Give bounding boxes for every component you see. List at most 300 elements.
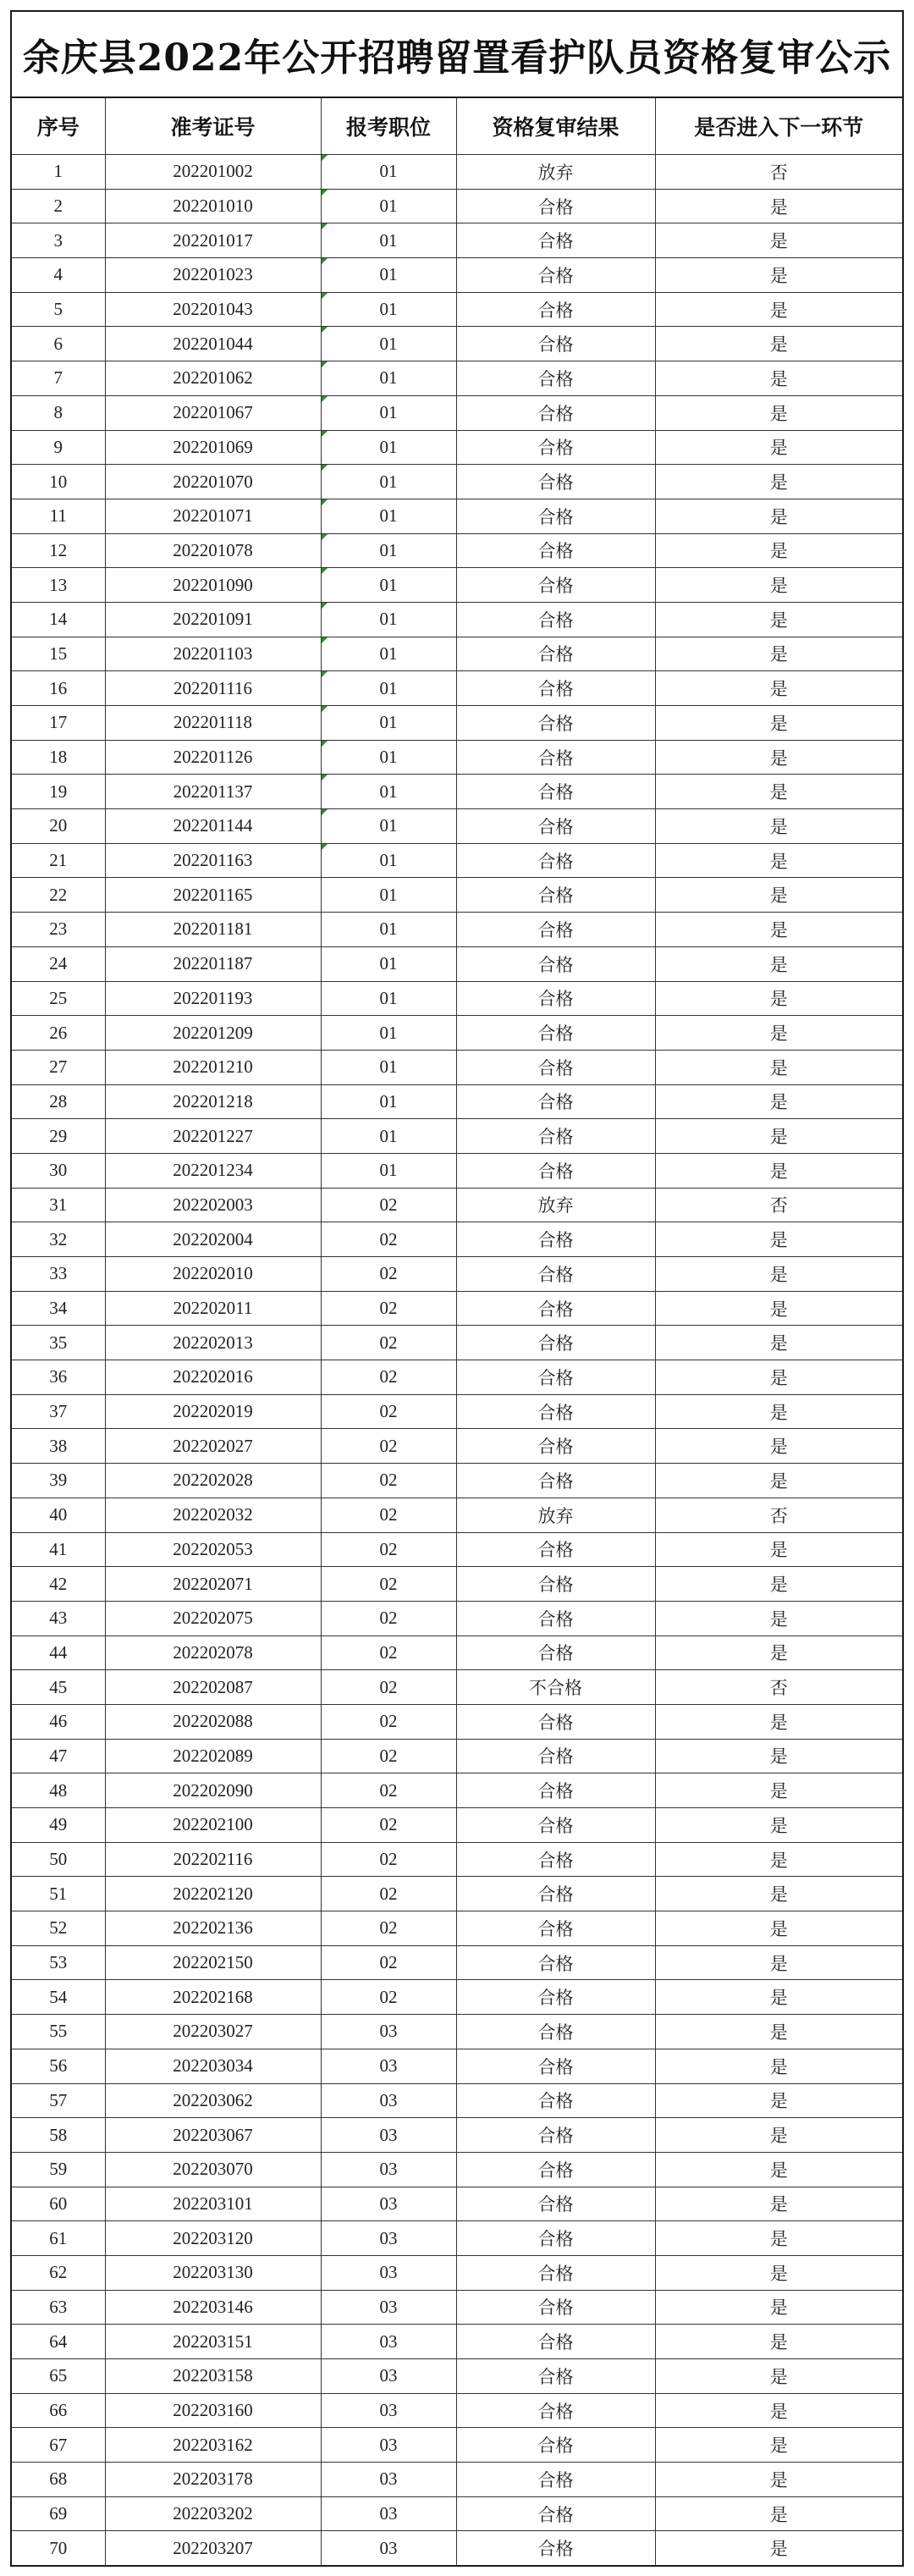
cell-next-stage: 是 [655,1704,902,1739]
cell-position: 01 [321,1016,456,1051]
cell-position: 01 [321,189,456,223]
cell-position: 03 [321,2428,456,2463]
cell-next-stage: 是 [655,2187,902,2221]
table-row [12,465,902,499]
cell-admission-ticket: 202203130 [105,2255,321,2290]
cell-serial-number: 58 [12,2118,105,2153]
cell-admission-ticket: 202203162 [105,2428,321,2463]
cell-serial-number: 53 [12,1945,105,1980]
cell-next-stage: 是 [655,843,902,878]
cell-review-result: 合格 [456,1360,655,1395]
cell-admission-ticket: 202201010 [105,189,321,223]
cell-review-result: 放弃 [456,1188,655,1222]
cell-next-stage: 是 [655,637,902,671]
cell-serial-number: 44 [12,1636,105,1670]
cell-serial-number: 1 [12,155,105,190]
cell-next-stage: 是 [655,602,902,637]
cell-next-stage: 是 [655,946,902,981]
cell-next-stage: 是 [655,1016,902,1051]
cell-position: 03 [321,2049,456,2083]
cell-review-result: 合格 [456,2463,655,2497]
cell-serial-number: 10 [12,465,105,499]
cell-admission-ticket: 202201193 [105,981,321,1016]
table-row [12,1050,902,1084]
cell-serial-number: 63 [12,2290,105,2325]
cell-serial-number: 25 [12,981,105,1016]
table-row [12,637,902,671]
cell-admission-ticket: 202201062 [105,361,321,396]
table-row [12,1257,902,1292]
cell-next-stage: 是 [655,2152,902,2187]
cell-position: 03 [321,2152,456,2187]
cell-admission-ticket: 202202078 [105,1636,321,1670]
cell-serial-number: 67 [12,2428,105,2463]
cell-admission-ticket: 202201187 [105,946,321,981]
table-row [12,878,902,913]
table-row [12,2325,902,2359]
cell-position: 02 [321,1704,456,1739]
cell-position: 01 [321,1050,456,1084]
table-row [12,1222,902,1257]
cell-admission-ticket: 202202088 [105,1704,321,1739]
cell-admission-ticket: 202203202 [105,2496,321,2531]
cell-next-stage: 是 [655,2463,902,2497]
cell-serial-number: 20 [12,809,105,844]
cell-review-result: 合格 [456,2325,655,2359]
cell-next-stage: 是 [655,430,902,465]
cell-next-stage: 是 [655,2496,902,2531]
cell-admission-ticket: 202201163 [105,843,321,878]
cell-serial-number: 66 [12,2393,105,2428]
table-row [12,223,902,258]
cell-review-result: 放弃 [456,155,655,190]
cell-admission-ticket: 202201137 [105,775,321,809]
table-row [12,809,902,844]
cell-position: 02 [321,1429,456,1464]
cell-position: 03 [321,2463,456,2497]
cell-next-stage: 是 [655,706,902,741]
cell-review-result: 合格 [456,430,655,465]
table-body [12,155,902,2566]
cell-serial-number: 64 [12,2325,105,2359]
table-row [12,292,902,327]
cell-serial-number: 70 [12,2531,105,2565]
table-row [12,1291,902,1326]
cell-serial-number: 11 [12,499,105,533]
cell-admission-ticket: 202201044 [105,327,321,361]
table-row [12,1601,902,1636]
cell-next-stage: 是 [655,1084,902,1119]
cell-admission-ticket: 202203158 [105,2359,321,2394]
cell-position: 01 [321,775,456,809]
cell-admission-ticket: 202201210 [105,1050,321,1084]
cell-serial-number: 62 [12,2255,105,2290]
table-row [12,2463,902,2497]
cell-next-stage: 是 [655,1773,902,1808]
cell-position: 01 [321,843,456,878]
cell-admission-ticket: 202202150 [105,1945,321,1980]
cell-next-stage: 是 [655,1636,902,1670]
cell-position: 02 [321,1670,456,1705]
table-row [12,2359,902,2394]
table-row [12,2083,902,2118]
table-row [12,395,902,430]
cell-serial-number: 40 [12,1498,105,1532]
table-row [12,913,902,947]
table-row [12,1394,902,1429]
cell-admission-ticket: 202202075 [105,1601,321,1636]
cell-review-result: 不合格 [456,1670,655,1705]
cell-admission-ticket: 202203178 [105,2463,321,2497]
table-row [12,2015,902,2049]
table-row [12,2118,902,2153]
cell-review-result: 合格 [456,2393,655,2428]
cell-review-result: 合格 [456,189,655,223]
cell-next-stage: 是 [655,740,902,775]
table-row [12,843,902,878]
cell-position: 02 [321,1188,456,1222]
cell-position: 01 [321,292,456,327]
cell-serial-number: 35 [12,1326,105,1360]
cell-admission-ticket: 202203034 [105,2049,321,2083]
cell-next-stage: 是 [655,568,902,603]
cell-next-stage: 是 [655,1464,902,1498]
cell-next-stage: 是 [655,465,902,499]
cell-serial-number: 54 [12,1980,105,2015]
cell-position: 02 [321,1291,456,1326]
cell-admission-ticket: 202201103 [105,637,321,671]
table-row [12,1532,902,1567]
cell-admission-ticket: 202202004 [105,1222,321,1257]
cell-admission-ticket: 202203067 [105,2118,321,2153]
cell-admission-ticket: 202202028 [105,1464,321,1498]
cell-review-result: 合格 [456,499,655,533]
cell-admission-ticket: 202202013 [105,1326,321,1360]
cell-review-result: 合格 [456,533,655,568]
cell-admission-ticket: 202201165 [105,878,321,913]
cell-admission-ticket: 202202087 [105,1670,321,1705]
cell-admission-ticket: 202202090 [105,1773,321,1808]
cell-review-result: 合格 [456,1084,655,1119]
cell-admission-ticket: 202202136 [105,1911,321,1946]
table-row [12,2496,902,2531]
cell-review-result: 合格 [456,740,655,775]
cell-serial-number: 12 [12,533,105,568]
cell-serial-number: 15 [12,637,105,671]
cell-position: 01 [321,155,456,190]
cell-admission-ticket: 202203160 [105,2393,321,2428]
cell-admission-ticket: 202201234 [105,1153,321,1188]
table-row [12,1153,902,1188]
cell-review-result: 合格 [456,1532,655,1567]
cell-position: 02 [321,1636,456,1670]
cell-review-result: 合格 [456,809,655,844]
cell-serial-number: 18 [12,740,105,775]
cell-next-stage: 是 [655,258,902,293]
cell-next-stage: 是 [655,223,902,258]
header-row [12,98,902,155]
cell-serial-number: 21 [12,843,105,878]
cell-review-result: 合格 [456,1291,655,1326]
cell-position: 01 [321,327,456,361]
cell-serial-number: 49 [12,1808,105,1843]
cell-review-result: 合格 [456,981,655,1016]
cell-next-stage: 是 [655,292,902,327]
cell-next-stage: 是 [655,2325,902,2359]
cell-review-result: 合格 [456,1911,655,1946]
cell-admission-ticket: 202203101 [105,2187,321,2221]
table-row [12,2428,902,2463]
cell-next-stage: 是 [655,1050,902,1084]
cell-review-result: 合格 [456,258,655,293]
cell-next-stage: 是 [655,1877,902,1911]
announcement-sheet [10,10,904,2567]
cell-admission-ticket: 202202071 [105,1567,321,1602]
cell-position: 01 [321,740,456,775]
cell-position: 03 [321,2187,456,2221]
cell-admission-ticket: 202201116 [105,671,321,706]
cell-serial-number: 13 [12,568,105,603]
cell-position: 01 [321,258,456,293]
cell-position: 02 [321,1739,456,1773]
cell-serial-number: 39 [12,1464,105,1498]
table-row [12,706,902,741]
cell-position: 02 [321,1808,456,1843]
cell-next-stage: 是 [655,2221,902,2256]
cell-next-stage: 是 [655,809,902,844]
table-row [12,155,902,190]
page-title: 余庆县2022年公开招聘留置看护队员资格复审公示 [12,12,902,98]
cell-position: 03 [321,2393,456,2428]
cell-position: 03 [321,2118,456,2153]
cell-next-stage: 是 [655,775,902,809]
cell-admission-ticket: 202202089 [105,1739,321,1773]
table-row [12,981,902,1016]
cell-serial-number: 45 [12,1670,105,1705]
table-row [12,499,902,533]
cell-admission-ticket: 202201209 [105,1016,321,1051]
cell-position: 02 [321,1464,456,1498]
table-row [12,1945,902,1980]
cell-position: 02 [321,1567,456,1602]
table-row [12,1360,902,1395]
cell-review-result: 合格 [456,2187,655,2221]
table-row [12,1808,902,1843]
cell-position: 01 [321,706,456,741]
cell-next-stage: 是 [655,1945,902,1980]
table-row [12,1636,902,1670]
cell-position: 02 [321,1326,456,1360]
cell-position: 01 [321,223,456,258]
table-row [12,1773,902,1808]
cell-position: 01 [321,568,456,603]
cell-next-stage: 否 [655,155,902,190]
cell-review-result: 合格 [456,775,655,809]
cell-review-result: 合格 [456,2152,655,2187]
cell-admission-ticket: 202203070 [105,2152,321,2187]
cell-serial-number: 7 [12,361,105,396]
cell-serial-number: 14 [12,602,105,637]
cell-review-result: 合格 [456,2221,655,2256]
cell-position: 02 [321,1222,456,1257]
cell-review-result: 合格 [456,2255,655,2290]
cell-position: 01 [321,809,456,844]
cell-position: 01 [321,395,456,430]
cell-admission-ticket: 202201043 [105,292,321,327]
cell-serial-number: 69 [12,2496,105,2531]
cell-next-stage: 是 [655,1842,902,1877]
cell-admission-ticket: 202201070 [105,465,321,499]
cell-admission-ticket: 202201118 [105,706,321,741]
cell-position: 01 [321,430,456,465]
table-row [12,568,902,603]
cell-serial-number: 26 [12,1016,105,1051]
cell-position: 02 [321,1498,456,1532]
cell-review-result: 合格 [456,1257,655,1292]
cell-position: 02 [321,1601,456,1636]
cell-position: 01 [321,671,456,706]
cell-admission-ticket: 202201181 [105,913,321,947]
cell-next-stage: 是 [655,2393,902,2428]
cell-serial-number: 52 [12,1911,105,1946]
table-row [12,1980,902,2015]
cell-next-stage: 是 [655,533,902,568]
cell-review-result: 合格 [456,1119,655,1154]
cell-review-result: 合格 [456,1429,655,1464]
cell-admission-ticket: 202201227 [105,1119,321,1154]
cell-admission-ticket: 202202168 [105,1980,321,2015]
cell-position: 03 [321,2359,456,2394]
cell-review-result: 合格 [456,327,655,361]
cell-serial-number: 48 [12,1773,105,1808]
cell-next-stage: 是 [655,2290,902,2325]
cell-next-stage: 是 [655,1394,902,1429]
cell-serial-number: 30 [12,1153,105,1188]
table-row [12,602,902,637]
table-row [12,946,902,981]
cell-review-result: 合格 [456,706,655,741]
header-serial-number: 序号 [12,98,105,155]
cell-admission-ticket: 202202032 [105,1498,321,1532]
cell-review-result: 合格 [456,1464,655,1498]
cell-review-result: 合格 [456,1567,655,1602]
table-row [12,740,902,775]
cell-admission-ticket: 202203151 [105,2325,321,2359]
cell-position: 03 [321,2531,456,2565]
cell-serial-number: 2 [12,189,105,223]
cell-serial-number: 8 [12,395,105,430]
cell-serial-number: 34 [12,1291,105,1326]
cell-position: 02 [321,1877,456,1911]
cell-admission-ticket: 202201078 [105,533,321,568]
cell-review-result: 合格 [456,1394,655,1429]
cell-admission-ticket: 202202100 [105,1808,321,1843]
cell-next-stage: 是 [655,1808,902,1843]
cell-position: 02 [321,1773,456,1808]
cell-admission-ticket: 202201023 [105,258,321,293]
cell-review-result: 合格 [456,1739,655,1773]
cell-serial-number: 28 [12,1084,105,1119]
cell-position: 03 [321,2015,456,2049]
table-row [12,2531,902,2565]
cell-review-result: 合格 [456,913,655,947]
table-row [12,533,902,568]
cell-serial-number: 43 [12,1601,105,1636]
cell-position: 01 [321,1153,456,1188]
cell-serial-number: 55 [12,2015,105,2049]
cell-admission-ticket: 202201091 [105,602,321,637]
cell-review-result: 合格 [456,1773,655,1808]
cell-next-stage: 否 [655,1670,902,1705]
table-row [12,1464,902,1498]
table-row [12,1326,902,1360]
table-row [12,1567,902,1602]
cell-next-stage: 是 [655,2049,902,2083]
cell-serial-number: 33 [12,1257,105,1292]
cell-admission-ticket: 202202027 [105,1429,321,1464]
cell-next-stage: 是 [655,1153,902,1188]
cell-serial-number: 41 [12,1532,105,1567]
cell-review-result: 合格 [456,1808,655,1843]
cell-review-result: 合格 [456,878,655,913]
header-position: 报考职位 [321,98,456,155]
cell-review-result: 合格 [456,2531,655,2565]
cell-next-stage: 是 [655,2255,902,2290]
table-row [12,1670,902,1705]
cell-review-result: 合格 [456,602,655,637]
cell-review-result: 放弃 [456,1498,655,1532]
table-row [12,2221,902,2256]
cell-review-result: 合格 [456,292,655,327]
cell-review-result: 合格 [456,2496,655,2531]
cell-serial-number: 61 [12,2221,105,2256]
cell-review-result: 合格 [456,1326,655,1360]
table-row [12,361,902,396]
cell-serial-number: 27 [12,1050,105,1084]
results-table [12,98,902,2565]
header-next-stage: 是否进入下一环节 [655,98,902,155]
cell-review-result: 合格 [456,395,655,430]
cell-review-result: 合格 [456,1153,655,1188]
cell-next-stage: 是 [655,189,902,223]
cell-serial-number: 59 [12,2152,105,2187]
cell-position: 01 [321,533,456,568]
table-header [12,98,902,155]
cell-position: 02 [321,1257,456,1292]
cell-serial-number: 17 [12,706,105,741]
cell-review-result: 合格 [456,1842,655,1877]
cell-serial-number: 42 [12,1567,105,1602]
cell-serial-number: 19 [12,775,105,809]
cell-next-stage: 是 [655,1911,902,1946]
cell-serial-number: 22 [12,878,105,913]
table-row [12,2187,902,2221]
cell-review-result: 合格 [456,2049,655,2083]
cell-admission-ticket: 202201144 [105,809,321,844]
cell-next-stage: 是 [655,499,902,533]
cell-review-result: 合格 [456,1945,655,1980]
cell-next-stage: 是 [655,2428,902,2463]
cell-next-stage: 是 [655,2359,902,2394]
table-row [12,2049,902,2083]
cell-serial-number: 5 [12,292,105,327]
cell-next-stage: 是 [655,1980,902,2015]
cell-review-result: 合格 [456,637,655,671]
cell-serial-number: 37 [12,1394,105,1429]
cell-serial-number: 60 [12,2187,105,2221]
cell-position: 02 [321,1980,456,2015]
cell-position: 03 [321,2325,456,2359]
